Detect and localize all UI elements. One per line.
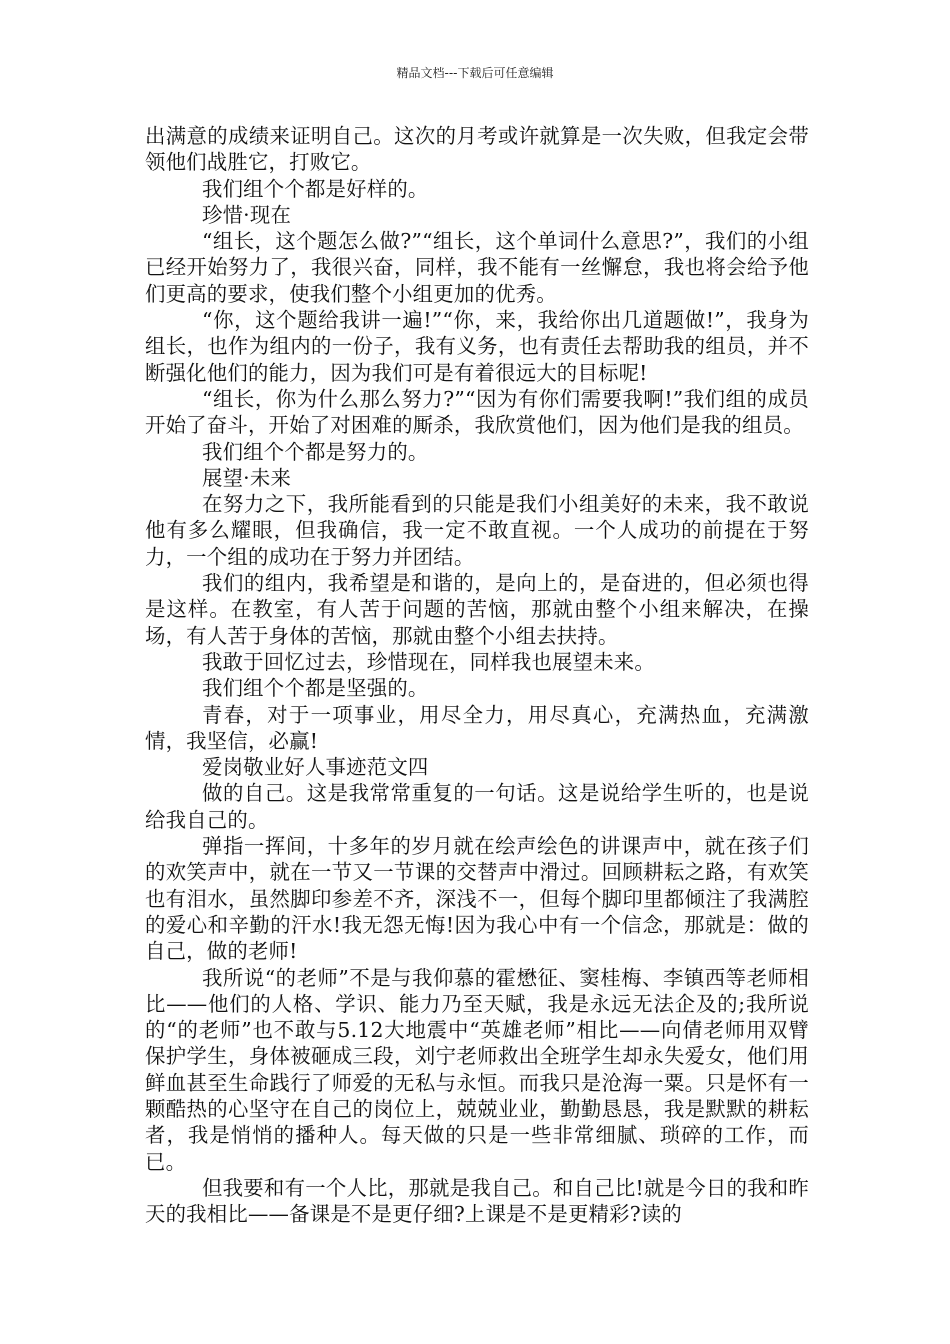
paragraph: 我所说“的老师”不是与我仰慕的霍懋征、窦桂梅、李镇西等老师相比——他们的人格、学识、能力乃至天赋，我是永远无法企及的;我所说的“的老师”也不敢与5.12大地震中“英雄老师”相比——向倩老师用双臂保护学生，身体被砸成三段，刘宁老师救出全班学生却永失爱女，他们用鲜血甚至生命践行了师爱的无私与永恒。而我只是沧海一粟。只是怀有一颗酷热的心坚守在自己的岗位上，兢兢业业，勤勤恳恳，我是默默的耕耘者，我是悄悄的播种人。每天做的只是一些非常细腻、琐碎的工作，而已。 — [145, 965, 809, 1174]
paragraph: “组长，你为什么那么努力?”“因为有你们需要我啊!”我们组的成员开始了奋斗，开始了对困难的厮杀，我欣赏他们，因为他们是我的组员。 — [145, 386, 809, 438]
paragraph: 我敢于回忆过去，珍惜现在，同样我也展望未来。 — [202, 649, 655, 674]
paragraph: 但我要和有一个人比，那就是我自己。和自己比!就是今日的我和昨天的我相比——备课是不是更仔细?上课是不是更精彩?读的 — [145, 1175, 809, 1227]
paragraph: 我们组个个都是坚强的。 — [202, 676, 429, 701]
document-body — [145, 123, 809, 1227]
paragraph: 我们组个个都是努力的。 — [202, 439, 429, 464]
paragraph: 在努力之下，我所能看到的只能是我们小组美好的未来，我不敢说他有多么耀眼，但我确信，我一定不敢直视。一个人成功的前提在于努力，一个组的成功在于努力并团结。 — [145, 492, 809, 569]
section-heading: 爱岗敬业好人事迹范文四 — [202, 755, 429, 780]
page-header: 精品文档---下载后可任意编辑 — [396, 66, 554, 80]
paragraph: 我们的组内，我希望是和谐的，是向上的，是奋进的，但必须也得是这样。在教室，有人苦于问题的苦恼，那就由整个小组来解决，在操场，有人苦于身体的苦恼，那就由整个小组去扶持。 — [145, 571, 809, 648]
paragraph: 青春，对于一项事业，用尽全力，用尽真心，充满热血，充满激情，我坚信，必赢! — [145, 702, 809, 753]
paragraph: 出满意的成绩来证明自己。这次的月考或许就算是一次失败，但我定会带领他们战胜它，打败它。 — [145, 124, 809, 175]
paragraph: 做的自己。这是我常常重复的一句话。这是说给学生听的，也是说给我自己的。 — [145, 781, 809, 832]
paragraph: 弹指一挥间，十多年的岁月就在绘声绘色的讲课声中，就在孩子们的欢笑声中，就在一节又一节课的交替声中滑过。回顾耕耘之路，有欢笑也有泪水，虽然脚印参差不齐，深浅不一，但每个脚印里都倾注了我满腔的爱心和辛勤的汗水!我无怨无悔!因为我心中有一个信念，那就是：做的自己，做的老师! — [145, 834, 809, 964]
paragraph: “你，这个题给我讲一遍!”“你，来，我给你出几道题做!”，我身为组长，也作为组内的一份子，我有义务，也有责任去帮助我的组员，并不断强化他们的能力，因为我们可是有着很远大的目标呢! — [145, 308, 809, 385]
paragraph: 我们组个个都是好样的。 — [202, 176, 429, 201]
section-heading: 展望·未来 — [202, 465, 292, 490]
section-heading: 珍惜·现在 — [202, 202, 292, 227]
paragraph: “组长，这个题怎么做?”“组长，这个单词什么意思?”，我们的小组已经开始努力了，我很兴奋，同样，我不能有一丝懈怠，我也将会给予他们更高的要求，使我们整个小组更加的优秀。 — [145, 229, 809, 306]
